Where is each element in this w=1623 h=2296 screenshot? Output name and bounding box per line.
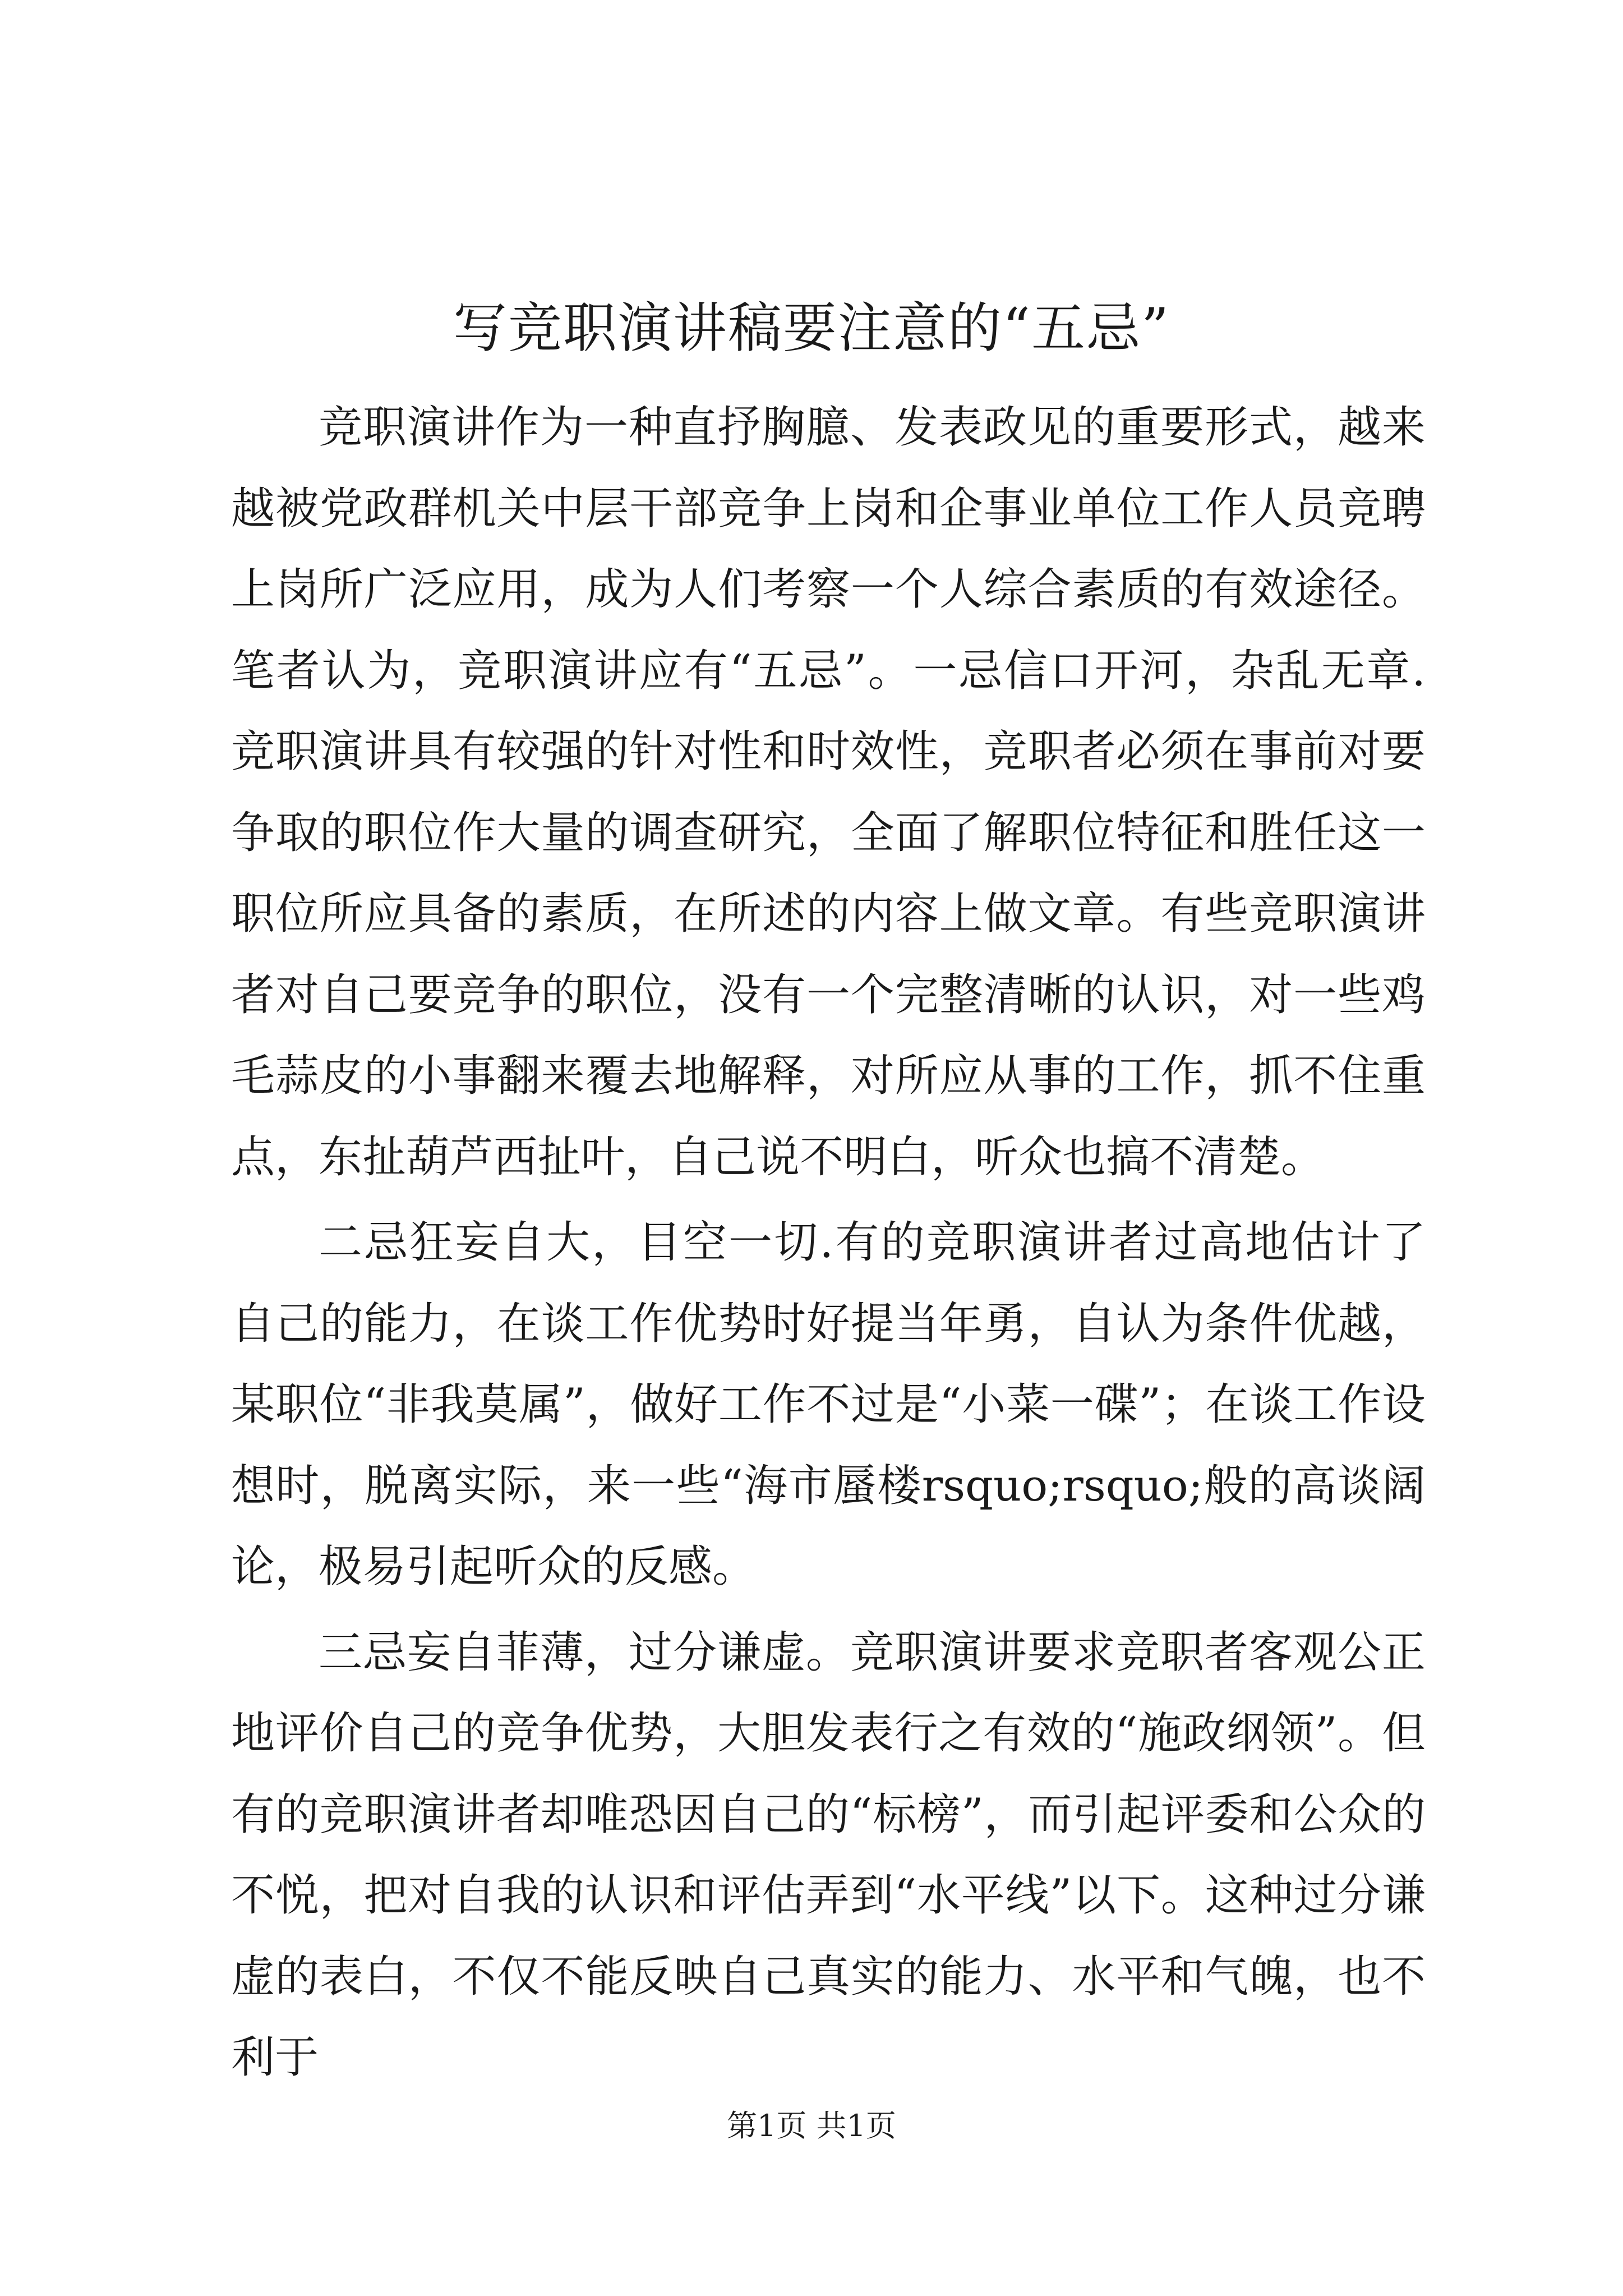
body-paragraph: 二忌狂妄自大，目空一切.有的竞职演讲者过高地估计了自己的能力，在谈工作优势时好提当年勇，自认为条件优越，某职位“非我莫属”，做好工作不过是“小菜一碟”；在谈工作设想时，脱离实际，来一些“海市蜃楼rsquo;rsquo;般的高谈阔论，极易引起听众的反感。 xyxy=(231,1217,1426,1592)
document-body xyxy=(231,387,1426,2103)
page-number-footer: 第1页 共1页 xyxy=(727,2108,896,2143)
body-paragraph: 三忌妄自菲薄，过分谦虚。竞职演讲要求竞职者客观公正地评价自己的竞争优势，大胆发表行之有效的“施政纲领”。但有的竞职演讲者却唯恐因自己的“标榜”，而引起评委和公众的不悦，把对自我的认识和评估弄到“水平线”以下。这种过分谦虚的表白，不仅不能反映自己真实的能力、水平和气魄，也不利于 xyxy=(231,1627,1426,2083)
body-paragraph: 竞职演讲作为一种直抒胸臆、发表政见的重要形式，越来越被党政群机关中层干部竞争上岗和企事业单位工作人员竞聘上岗所广泛应用，成为人们考察一个人综合素质的有效途径。笔者认为，竞职演讲应有“五忌”。一忌信口开河，杂乱无章.竞职演讲具有较强的针对性和时效性，竞职者必须在事前对要争取的职位作大量的调查研究，全面了解职位特征和胜任这一职位所应具备的素质，在所述的内容上做文章。有些竞职演讲者对自己要竞争的职位，没有一个完整清晰的认识，对一些鸡毛蒜皮的小事翻来覆去地解释，对所应从事的工作，抓不住重点，东扯葫芦西扯叶，自己说不明白，听众也搞不清楚。 xyxy=(231,402,1426,1182)
document-title: 写竞职演讲稿要注意的“五忌” xyxy=(453,297,1170,360)
